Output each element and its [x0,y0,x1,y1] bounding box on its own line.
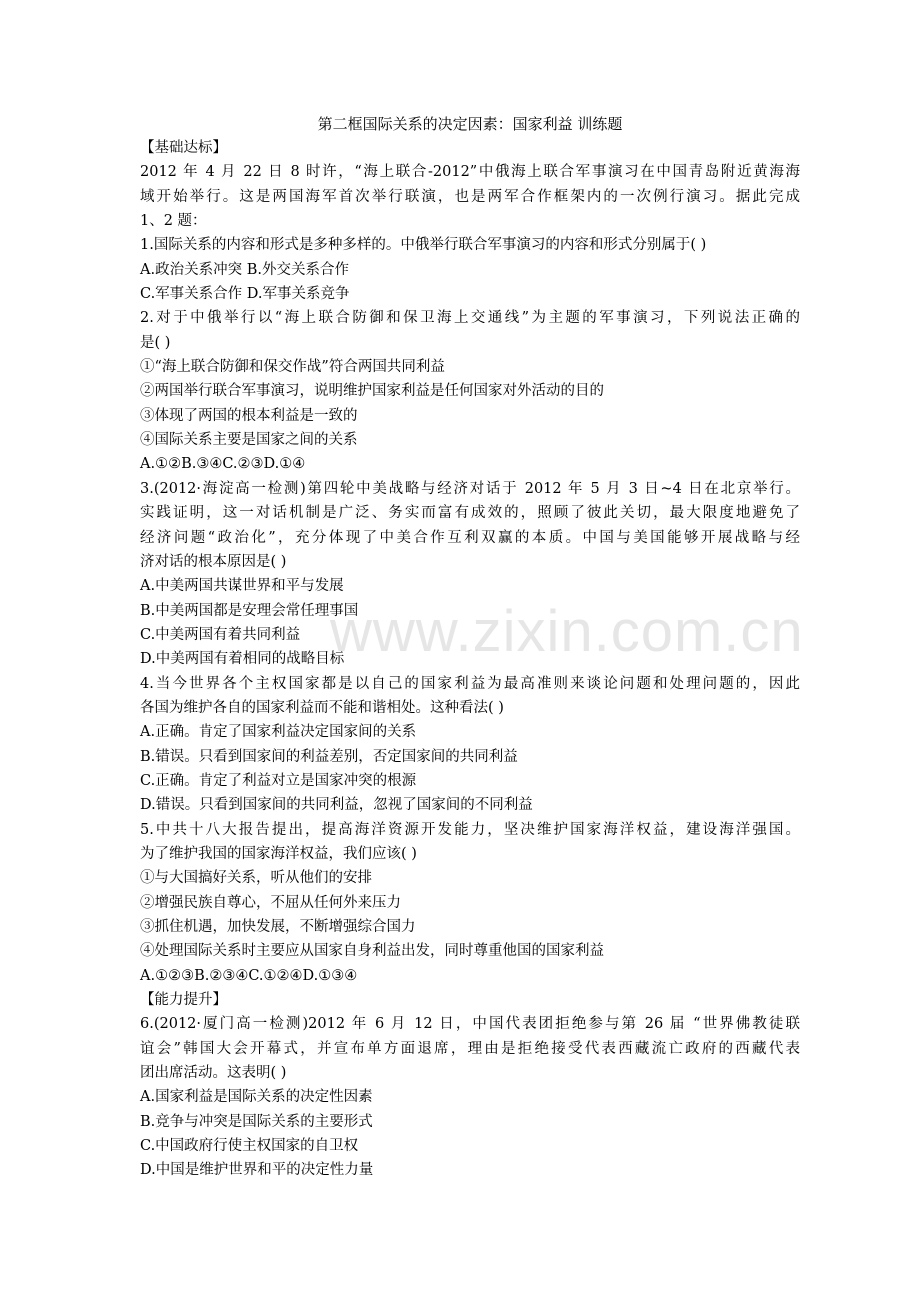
text-line: ③抓住机遇，加快发展，不断增强综合国力 [140,919,416,935]
text-line: D.错误。只看到国家间的共同利益，忽视了国家间的不同利益 [140,797,533,814]
text-line: ④国际关系主要是国家之间的关系 [140,432,358,449]
text-line: 【能力提升】 [140,992,227,1009]
text-line: 团出席活动。这表明( ) [140,1065,287,1082]
text-line: C.中美两国有着共同利益 [140,626,301,643]
text-line: 济对话的根本原因是( ) [140,553,287,570]
text-line: B.竞争与冲突是国际关系的主要形式 [140,1113,373,1130]
text-line: 2.对于中俄举行以“海上联合防御和保卫海上交通线”为主题的军事演习，下列说法正确的 [140,310,800,327]
text-line: 【基础达标】 [140,140,227,156]
text-line: 谊会”韩国大会开幕式，并宣布单方面退席，理由是拒绝接受代表西藏流亡政府的西藏代表 [140,1040,800,1057]
text-line: 经济问题“政治化”，充分体现了中美合作互利双赢的本质。中国与美国能够开展战略与经 [140,529,800,546]
text-line: ②两国举行联合军事演习，说明维护国家利益是任何国家对外活动的目的 [140,383,604,400]
text-line: C.中国政府行使主权国家的自卫权 [140,1138,359,1155]
text-line: 域开始举行。这是两国海军首次举行联演，也是两军合作框架内的一次例行演习。据此完成 [140,188,800,205]
text-line: 1.国际关系的内容和形式是多种多样的。中俄举行联合军事演习的内容和形式分别属于( ) [140,237,707,254]
text-line: ②增强民族自尊心，不屈从任何外来压力 [140,894,401,911]
text-line: A.①②③B.②③④C.①②④D.①③④ [140,967,358,984]
text-line: 是( ) [140,334,171,351]
text-line: ①与大国搞好关系，听从他们的安排 [140,870,372,887]
watermark: www.zixin.com.cn [330,599,804,664]
text-line: C.正确。肯定了利益对立是国家冲突的根源 [140,772,417,789]
text-line: A.正确。肯定了国家利益决定国家间的关系 [140,724,417,741]
text-line: B.错误。只看到国家间的利益差别，否定国家间的共同利益 [140,748,518,765]
text-line: ④处理国际关系时主要应从国家自身利益出发，同时尊重他国的国家利益 [140,943,604,960]
text-line: 4.当今世界各个主权国家都是以自己的国家利益为最高准则来谈论问题和处理问题的，因此 [140,675,800,692]
text-line: 1、2 题： [140,213,207,230]
text-line: 为了维护我国的国家海洋权益，我们应该( ) [140,845,417,862]
text-line: D.中国是维护世界和平的决定性力量 [140,1162,374,1179]
text-line: B.中美两国都是安理会常任理事国 [140,602,359,619]
text-line: A.国家利益是国际关系的决定性因素 [140,1089,373,1106]
document-page [140,112,800,1183]
text-line: C.军事关系合作 D.军事关系竞争 [140,286,350,303]
text-line: A.中美两国共谋世界和平与发展 [140,578,344,595]
text-line: 各国为维护各自的国家利益而不能和谐相处。这种看法( ) [140,699,504,716]
text-line: A.政治关系冲突 B.外交关系合作 [140,261,349,278]
text-line: 3.(2012·海淀高一检测)第四轮中美战略与经济对话于 2012 年 5 月 3 日~4 日在北京举行。 [140,480,800,497]
text-line: 5.中共十八大报告提出，提高海洋资源开发能力，坚决维护国家海洋权益，建设海洋强国。 [140,821,800,838]
text-line: ①“海上联合防御和保交作战”符合两国共同利益 [140,359,445,376]
text-line: D.中美两国有着相同的战略目标 [140,651,345,668]
text-line: 6.(2012·厦门高一检测)2012 年 6 月 12 日，中国代表团拒绝参与第 26 届 “世界佛教徒联 [140,1016,800,1033]
text-line: 2012 年 4 月 22 日 8 时许，“海上联合-2012”中俄海上联合军事演习在中国青岛附近黄海海 [140,164,800,181]
document-title: 第二框国际关系的决定因素：国家利益 训练题 [317,115,623,133]
text-line: A.①②B.③④C.②③D.①④ [140,456,306,473]
text-line: 实践证明，这一对话机制是广泛、务实而富有成效的，照顾了彼此关切，最大限度地避免了 [140,505,800,522]
document-body [140,136,800,1183]
text-line: ③体现了两国的根本利益是一致的 [140,407,358,424]
